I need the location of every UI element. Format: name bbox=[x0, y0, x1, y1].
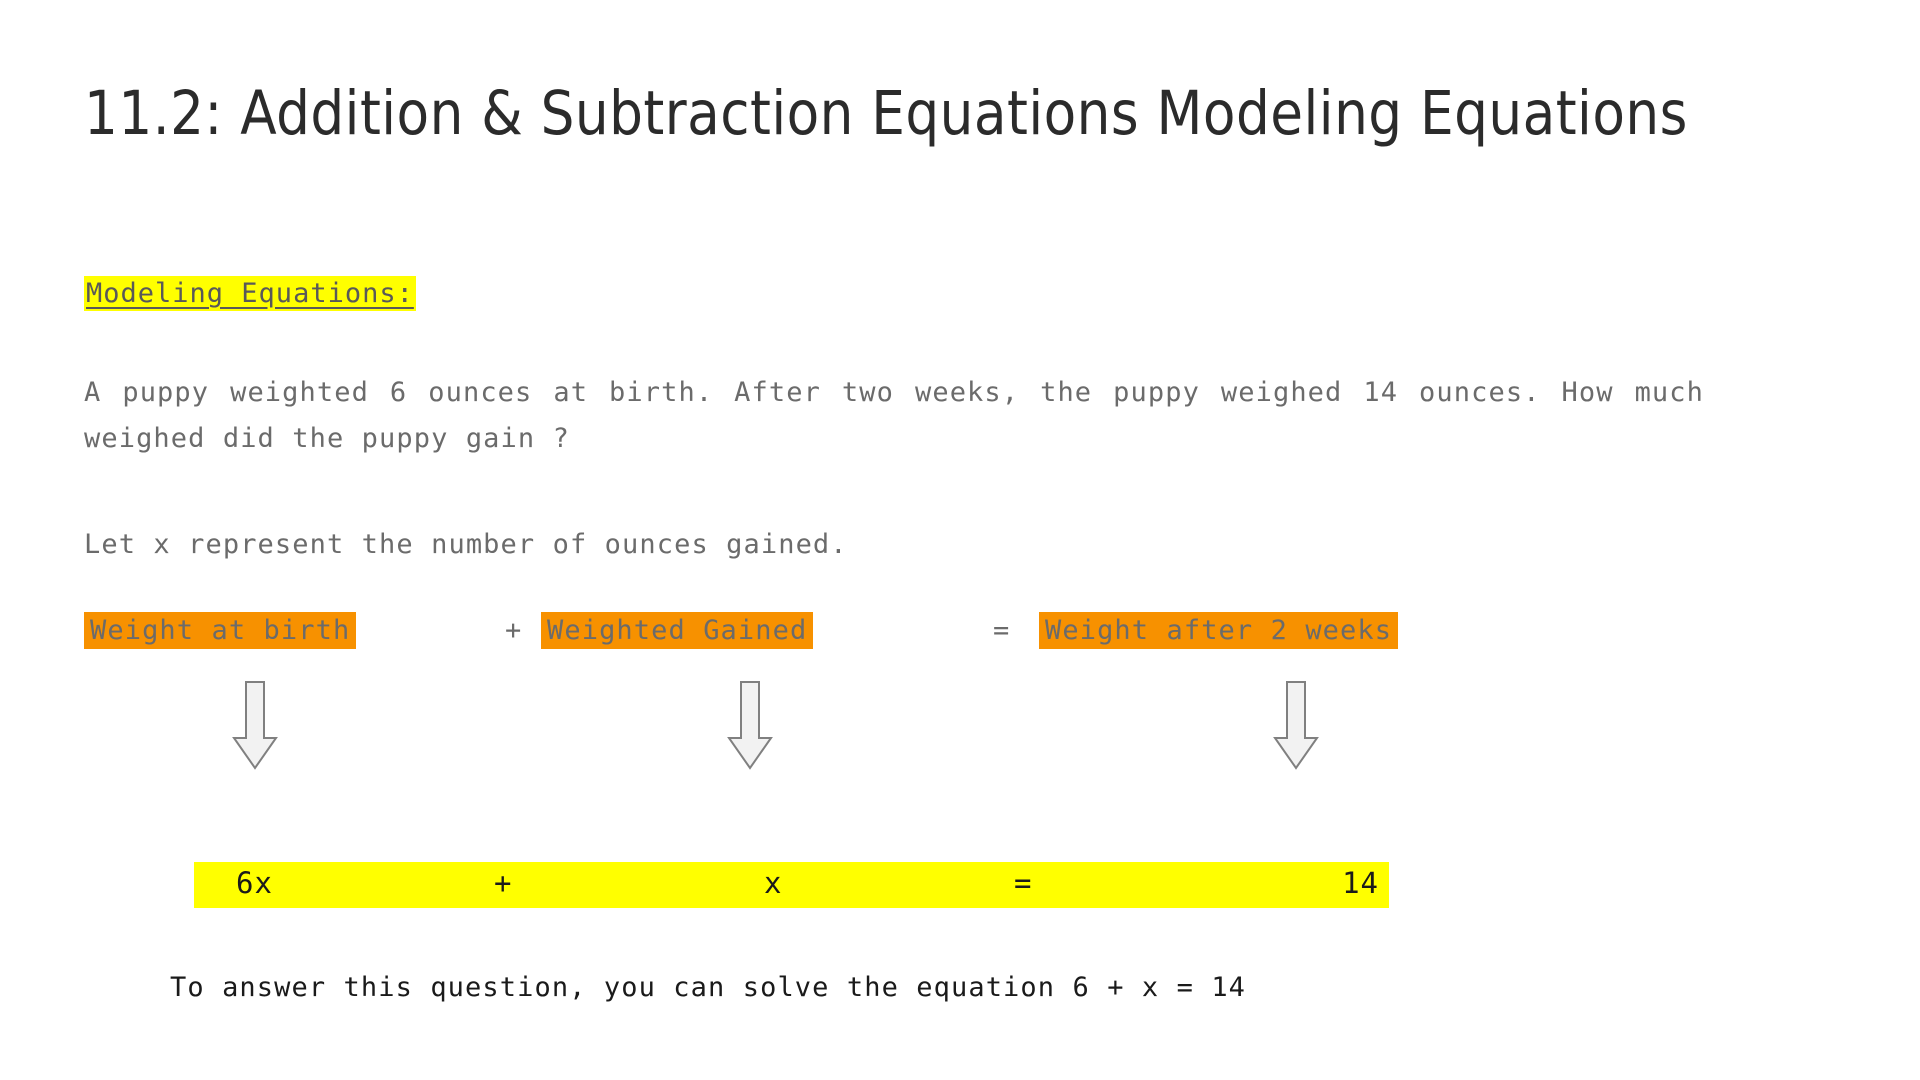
page-title: 11.2: Addition & Subtraction Equations Modeling Equations bbox=[84, 78, 1688, 149]
down-arrow-icon bbox=[727, 680, 773, 772]
word-equation-row bbox=[84, 612, 1644, 658]
equation-operator-plus: + bbox=[494, 866, 513, 900]
equation-operator-equals: = bbox=[1014, 866, 1033, 900]
symbolic-equation-row bbox=[194, 862, 1389, 908]
problem-statement: A puppy weighted 6 ounces at birth. After two weeks, the puppy weighed 14 ounces. How much weighed did the puppy gain ? bbox=[84, 377, 1704, 455]
closing-statement: To answer this question, you can solve the equation 6 + x = 14 bbox=[170, 972, 1247, 1003]
down-arrow-icon bbox=[232, 680, 278, 772]
word-operator-equals: = bbox=[993, 615, 1011, 646]
section-heading: Modeling Equations: bbox=[86, 278, 414, 309]
equation-term-variable: x bbox=[764, 866, 783, 900]
down-arrow-icon bbox=[1273, 680, 1319, 772]
equation-term-right: 14 bbox=[1342, 866, 1379, 900]
word-term-weight-gained: Weighted Gained bbox=[541, 612, 813, 649]
variable-definition: Let x represent the number of ounces gained. bbox=[84, 529, 848, 560]
word-operator-plus: + bbox=[505, 615, 523, 646]
equation-term-left: 6x bbox=[236, 866, 273, 900]
word-term-weight-at-birth: Weight at birth bbox=[84, 612, 356, 649]
word-term-weight-after-2-weeks: Weight after 2 weeks bbox=[1039, 612, 1398, 649]
